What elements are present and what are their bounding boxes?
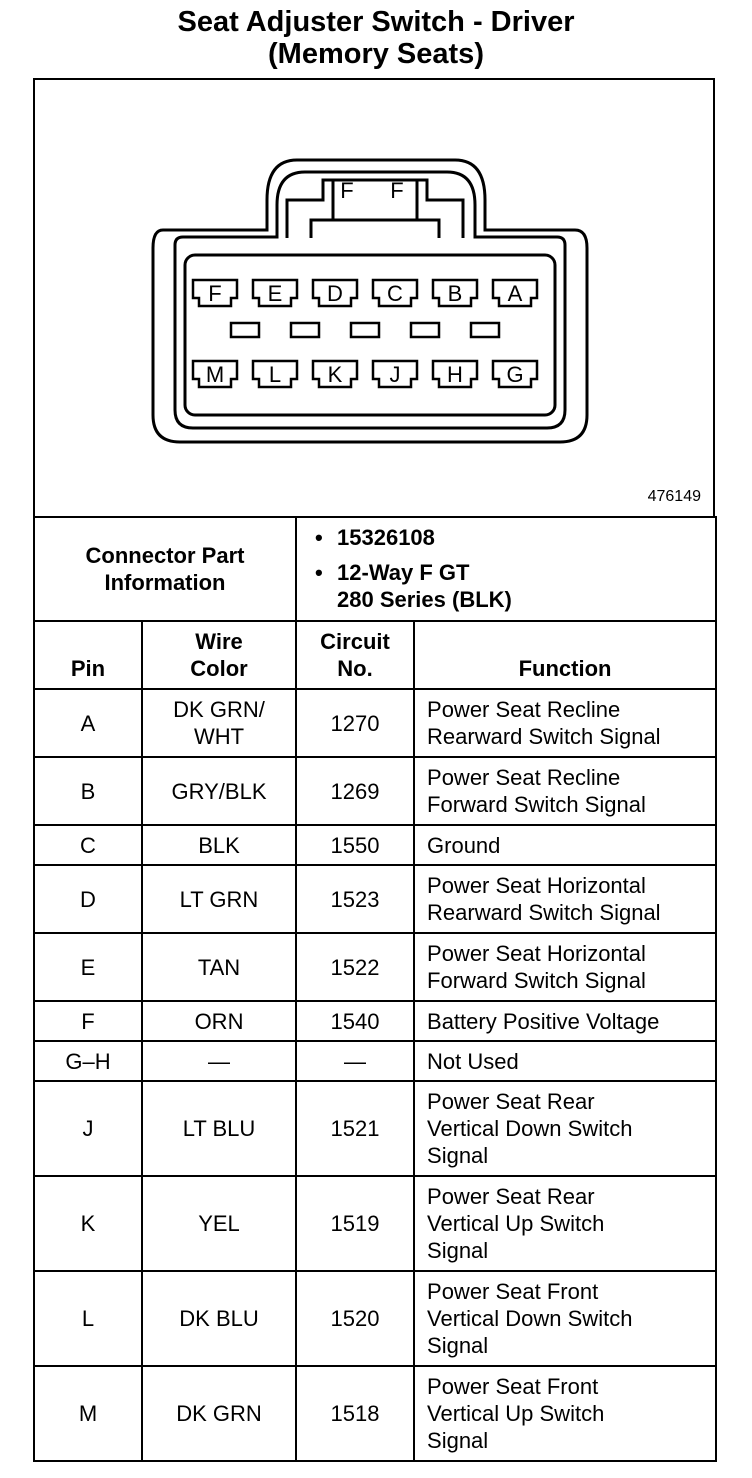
connector-part-label-line2: Information [104, 570, 226, 595]
header-wire-line2: Color [190, 656, 248, 681]
connector-cavity [471, 323, 499, 337]
header-pin [34, 621, 142, 689]
pin-text: A [80, 710, 96, 736]
wire-color-text: GRY/BLK [171, 778, 267, 804]
page-subtitle: (Memory Seats) [268, 38, 484, 70]
table-row [34, 1081, 716, 1176]
cell-wire-color [142, 1271, 296, 1366]
connector-pin-letter: M [205, 362, 225, 387]
function-text: Power Seat Front [427, 1374, 599, 1399]
cell-function [414, 689, 716, 757]
latch-letter: F [390, 178, 404, 203]
header-function-text: Function [518, 656, 612, 681]
circuit-text: 1518 [330, 1401, 380, 1426]
wire-color-text: TAN [197, 954, 241, 980]
cell-wire-color [142, 1041, 296, 1081]
page-title: Seat Adjuster Switch - Driver [177, 6, 575, 38]
table-row [34, 865, 716, 933]
wire-color-text: YEL [198, 1211, 240, 1236]
wire-color-text: — [208, 1048, 230, 1074]
pin-text: G–H [65, 1048, 111, 1074]
cell-function [414, 757, 716, 825]
connector-cavity [291, 323, 319, 337]
cell-circuit-no [296, 1081, 414, 1176]
cell-circuit-no [296, 933, 414, 1001]
table-row [34, 689, 716, 757]
function-text: Vertical Up Switch [427, 1401, 605, 1426]
connector-pin-a [493, 280, 537, 306]
circuit-text: 1521 [330, 1116, 380, 1141]
table-row [34, 1271, 716, 1366]
cell-wire-color [142, 865, 296, 933]
function-text: Signal [427, 1238, 489, 1263]
function-text: Power Seat Rear [427, 1089, 595, 1114]
cell-function [414, 1041, 716, 1081]
cell-pin [34, 825, 142, 865]
function-text: Power Seat Front [427, 1279, 599, 1304]
connector-cavity [411, 323, 439, 337]
connector-pin-letter: J [389, 362, 401, 387]
function-text: Vertical Down Switch [427, 1116, 633, 1141]
pin-text: F [81, 1008, 95, 1034]
circuit-text: 1519 [330, 1211, 380, 1236]
connector-pin-f [193, 280, 237, 306]
connector-pin-b [433, 280, 477, 306]
cell-circuit-no [296, 1271, 414, 1366]
header-circuit-no [296, 621, 414, 689]
cell-function [414, 1176, 716, 1271]
cell-function [414, 1081, 716, 1176]
function-text: Forward Switch Signal [427, 792, 646, 817]
wire-color-text: DK GRN [176, 1401, 262, 1426]
function-text: Power Seat Recline [427, 697, 621, 722]
cell-circuit-no [296, 1041, 414, 1081]
cell-wire-color [142, 1001, 296, 1041]
function-text: Signal [427, 1333, 489, 1358]
connector-latch [287, 180, 463, 238]
table-row [34, 1366, 716, 1461]
connector-pin-m [193, 361, 237, 387]
part-number: • 15326108 [337, 524, 715, 551]
connector-pin-c [373, 280, 417, 306]
wire-color-text: LT BLU [182, 1116, 256, 1141]
cell-pin [34, 1001, 142, 1041]
pin-text: D [80, 886, 96, 912]
connector-pin-j [373, 361, 417, 387]
cell-circuit-no [296, 1001, 414, 1041]
connector-figure [33, 78, 715, 516]
connector-pin-letter: K [327, 362, 343, 387]
connector-pin-k [313, 361, 357, 387]
cell-function [414, 1271, 716, 1366]
connector-part-row [34, 517, 716, 621]
wire-color-text: WHT [193, 724, 245, 749]
function-text: Power Seat Rear [427, 1184, 595, 1209]
function-text: Rearward Switch Signal [427, 724, 661, 749]
pin-text: C [80, 832, 96, 858]
connector-pin-letter: G [506, 362, 524, 387]
cell-pin [34, 865, 142, 933]
cell-circuit-no [296, 1366, 414, 1461]
circuit-text: 1269 [330, 778, 380, 804]
cell-wire-color [142, 825, 296, 865]
circuit-text: 1523 [330, 886, 380, 912]
cell-circuit-no [296, 757, 414, 825]
cell-pin [34, 1271, 142, 1366]
cell-wire-color [142, 1081, 296, 1176]
pin-text: E [80, 954, 96, 980]
wire-color-text: LT GRN [179, 886, 259, 912]
header-function [414, 621, 716, 689]
connector-pin-letter: B [447, 281, 463, 306]
wire-color-text: DK BLU [179, 1306, 259, 1331]
connector-drawing [35, 80, 717, 518]
function-text: Not Used [427, 1048, 519, 1074]
figure-id: 476149 [647, 488, 701, 505]
wire-color-text: ORN [194, 1008, 244, 1034]
connector-pin-letter: C [387, 281, 403, 306]
cell-pin [34, 1081, 142, 1176]
function-text: Signal [427, 1143, 489, 1168]
circuit-text: — [344, 1048, 367, 1074]
circuit-text: 1270 [330, 710, 380, 736]
function-text: Forward Switch Signal [427, 968, 646, 993]
table-row [34, 1176, 716, 1271]
header-wire-color [142, 621, 296, 689]
header-circuit-line2: No. [337, 656, 373, 681]
connector-pin-letter: L [268, 362, 282, 387]
function-text: Battery Positive Voltage [427, 1008, 660, 1034]
header-circuit-line1: Circuit [320, 629, 390, 654]
table-row [34, 825, 716, 865]
connector-pin-letter: E [267, 281, 283, 306]
function-text: Power Seat Horizontal [427, 941, 646, 966]
function-text: Rearward Switch Signal [427, 900, 661, 925]
cell-wire-color [142, 1366, 296, 1461]
table-row [34, 1041, 716, 1081]
function-text: Vertical Up Switch [427, 1211, 605, 1236]
header-pin-text: Pin [70, 656, 106, 681]
connector-part-label-line1: Connector Part [85, 543, 245, 568]
cell-pin [34, 757, 142, 825]
circuit-text: 1540 [330, 1008, 380, 1034]
latch-letter: F [340, 178, 354, 203]
circuit-text: 1520 [330, 1306, 380, 1331]
table-row [34, 933, 716, 1001]
table-header-row [34, 621, 716, 689]
connector-cavity [351, 323, 379, 337]
header-wire-line1: Wire [195, 629, 243, 654]
connector-part-info [296, 517, 716, 621]
connector-pin-letter: A [507, 281, 523, 306]
connector-pin-letter: D [327, 281, 343, 306]
connector-housing-inner [175, 172, 565, 428]
part-description-line1: • 12-Way F GT [337, 559, 715, 586]
cell-circuit-no [296, 689, 414, 757]
pin-text: M [78, 1401, 98, 1426]
connector-pin-l [253, 361, 297, 387]
connector-pin-letter: H [447, 362, 463, 387]
function-text: Vertical Down Switch [427, 1306, 633, 1331]
circuit-text: 1522 [330, 954, 380, 980]
cell-wire-color [142, 1176, 296, 1271]
function-text: Power Seat Horizontal [427, 873, 646, 898]
connector-table [33, 516, 717, 1462]
function-text: Ground [427, 832, 501, 858]
connector-pin-h [433, 361, 477, 387]
cell-pin [34, 1176, 142, 1271]
cell-circuit-no [296, 825, 414, 865]
cell-circuit-no [296, 1176, 414, 1271]
function-text: Power Seat Recline [427, 765, 621, 790]
cell-wire-color [142, 933, 296, 1001]
cell-circuit-no [296, 865, 414, 933]
cell-function [414, 1366, 716, 1461]
cell-wire-color [142, 757, 296, 825]
pin-text: B [80, 778, 96, 804]
pin-text: K [80, 1211, 96, 1236]
connector-cavity [231, 323, 259, 337]
pin-text: L [81, 1306, 95, 1331]
wire-color-text: DK GRN/ [173, 697, 265, 722]
circuit-text: 1550 [330, 832, 380, 858]
part-description-line2: 280 Series (BLK) [337, 587, 512, 612]
connector-pin-letter: F [208, 281, 222, 306]
cell-function [414, 865, 716, 933]
cell-function [414, 933, 716, 1001]
connector-part-label [34, 517, 296, 621]
connector-pin-d [313, 280, 357, 306]
cell-function [414, 825, 716, 865]
function-text: Signal [427, 1428, 489, 1453]
table-row [34, 757, 716, 825]
table-row [34, 1001, 716, 1041]
connector-pin-e [253, 280, 297, 306]
cell-pin [34, 933, 142, 1001]
cell-pin [34, 1041, 142, 1081]
wire-color-text: BLK [198, 832, 240, 858]
cell-wire-color [142, 689, 296, 757]
pin-text: J [82, 1116, 94, 1141]
cell-pin [34, 1366, 142, 1461]
connector-pin-g [493, 361, 537, 387]
cell-function [414, 1001, 716, 1041]
cell-pin [34, 689, 142, 757]
